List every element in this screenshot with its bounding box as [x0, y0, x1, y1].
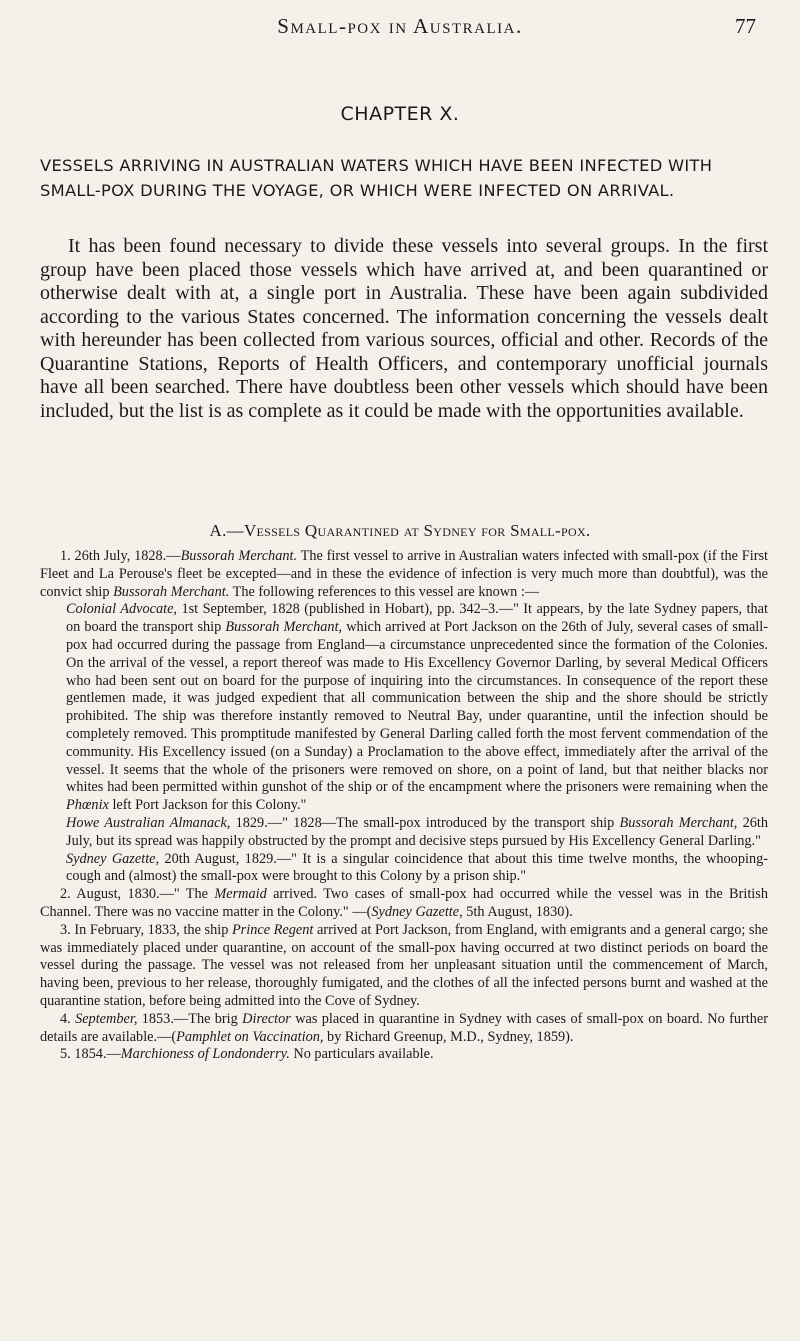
- entry-text: No particulars available.: [289, 1046, 434, 1063]
- section-letter: A.—: [209, 521, 244, 540]
- page-number: 77: [735, 14, 756, 38]
- ship-name: Phœnix: [66, 797, 109, 814]
- quote-sydney-gazette: [66, 851, 768, 887]
- quote-colonial-advocate: [66, 601, 768, 815]
- entry-4: [40, 1011, 768, 1047]
- entry-text: 5. 1854.—: [60, 1046, 121, 1063]
- ship-name: Prince Regent: [231, 921, 314, 938]
- ship-name: Bussorah Merchant.: [113, 583, 230, 600]
- entry-text: arrived at Port Jackson, from England, with emigrants and a general cargo; she was immediately placed under quarantine, on account of the small-pox having occurred at two distinct periods on board the vessel during the passage. The vessel was not released from her unpleasant situation until the commencement of March, having been, previous to her release, thoroughly fumigated, and the clothes of all the infected persons burnt and washed at the quarantine station, before being admitted into the Cove of Sydney.: [40, 921, 768, 1009]
- source-title: Sydney Gazette,: [66, 850, 160, 867]
- intro-paragraph: It has been found necessary to divide these vessels into several groups. In the first group have been placed those vessels which have arrived at, and been quarantined or otherwise dealt with at, a single port in Australia. These have been again subdivided according to the various States concerned. The information concerning the vessels dealt with hereunder has been collected from various sources, official and other. Records of the Quarantine Stations, Reports of Health Officers, and contemporary unofficial journals have all been searched. There have doubtless been other vessels which should have been included, but the list is as complete as it could be made with the opportunities available.: [40, 235, 768, 422]
- source-title: Sydney Gazette,: [371, 903, 463, 920]
- chapter-title: CHAPTER X.: [340, 103, 460, 125]
- section-title: Vessels Quarantined at Sydney for Small-pox.: [243, 521, 591, 540]
- quote-text: left Port Jackson for this Colony.": [108, 797, 307, 814]
- entry-text: 1853.—The brig: [137, 1010, 243, 1027]
- entry-text: The following references to this vessel are known :—: [229, 583, 540, 600]
- entry-text: was placed in quarantine in Sydney with cases of small-pox on board. No further details are available.—(: [40, 1010, 769, 1045]
- entry-number: 4.: [60, 1010, 76, 1027]
- entry-3: [40, 922, 768, 1011]
- entry-text: 5th August, 1830).: [462, 903, 573, 920]
- quote-text: 26th July, but its spread was happily obstructed by the prompt and decisive steps pursued by His Excellency General Darling.": [66, 814, 769, 849]
- ship-name: Bussorah Merchant,: [619, 814, 738, 831]
- quote-text: 1st September, 1828 (published in Hobart), pp. 342–3.—" It appears, by the late Sydney papers, that on board the transport ship: [66, 601, 768, 636]
- running-head-title: Small-pox in Australia.: [277, 14, 523, 38]
- quote-text: 1829.—" 1828—The small-pox introduced by the transport ship: [230, 814, 620, 831]
- entry-2: [40, 886, 768, 922]
- source-title: Pamphlet on Vaccination,: [176, 1028, 324, 1045]
- source-title: Howe Australian Almanack,: [66, 814, 231, 831]
- entry-text: 3. In February, 1833, the ship: [60, 921, 232, 938]
- source-title: Colonial Advocate,: [66, 601, 177, 618]
- quote-text: 20th August, 1829.—" It is a singular coincidence that about this time twelve months, the whooping-cough and (almost) the small-pox were brought to this Colony by a prison ship.": [66, 850, 768, 885]
- entries-body: [40, 548, 768, 1064]
- quote-howe-almanack: [66, 815, 768, 851]
- running-head: [0, 14, 800, 44]
- ship-name: Marchioness of Londonderry.: [120, 1046, 290, 1063]
- entry-text: arrived. Two cases of small-pox had occurred while the vessel was in the British Channel. There was no vaccine matter in the Colony." —(: [40, 886, 768, 920]
- ship-name: Mermaid: [214, 886, 267, 903]
- entry-5: [40, 1046, 768, 1064]
- ship-name: Director: [242, 1010, 291, 1027]
- quote-text: which arrived at Port Jackson on the 26th of July, several cases of small-pox had occurred during the passage from England—a circumstance unprecedented since the formation of the Colonies. On the arrival of the vessel, a report thereof was made to His Excellency Governor Darling, by several Medical Officers who had been sent out on board for the purpose of inquiring into the circumstances. In consequence of the report these gentlemen made, it was judged expedient that all communication between the ship and the shore should be strictly prohibited. The ship was therefore instantly removed to Neutral Bay, under quarantine, until the infection should be completely removed. This promptitude manifested by General Darling called forth the most fervent commendation of the community. His Excellency issued (on a Sunday) a Proclamation to the above effect, immediately after the arrival of the vessel. It seems that the whole of the prisoners were removed on shore, on a point of land, but that neither blacks nor whites had been permitted within gunshot of the ship or of the encampment where the prisoners were remaining when the: [66, 619, 768, 796]
- chapter-heading: VESSELS ARRIVING IN AUSTRALIAN WATERS WHICH HAVE BEEN INFECTED WITH SMALL-POX DURING THE VOYAGE, OR WHICH WERE INFECTED ON ARRIVAL.: [40, 156, 713, 200]
- section-heading: [0, 521, 800, 541]
- ship-name: Bussorah Merchant,: [225, 619, 343, 636]
- entry-text: by Richard Greenup, M.D., Sydney, 1859).: [323, 1028, 574, 1045]
- entry-1: [40, 548, 768, 601]
- entry-text: 2. August, 1830.—" The: [60, 886, 215, 903]
- entry-date: 1. 26th July, 1828.—: [60, 548, 181, 564]
- entry-date: September,: [75, 1010, 138, 1027]
- ship-name: Bussorah Merchant.: [180, 548, 298, 564]
- entry-text: The first vessel to arrive in Australian waters infected with small-pox (if the First Fleet and La Perouse's fleet be excepted—and in these the evidence of infection is very much more than doubtful), was the convict ship: [40, 548, 768, 600]
